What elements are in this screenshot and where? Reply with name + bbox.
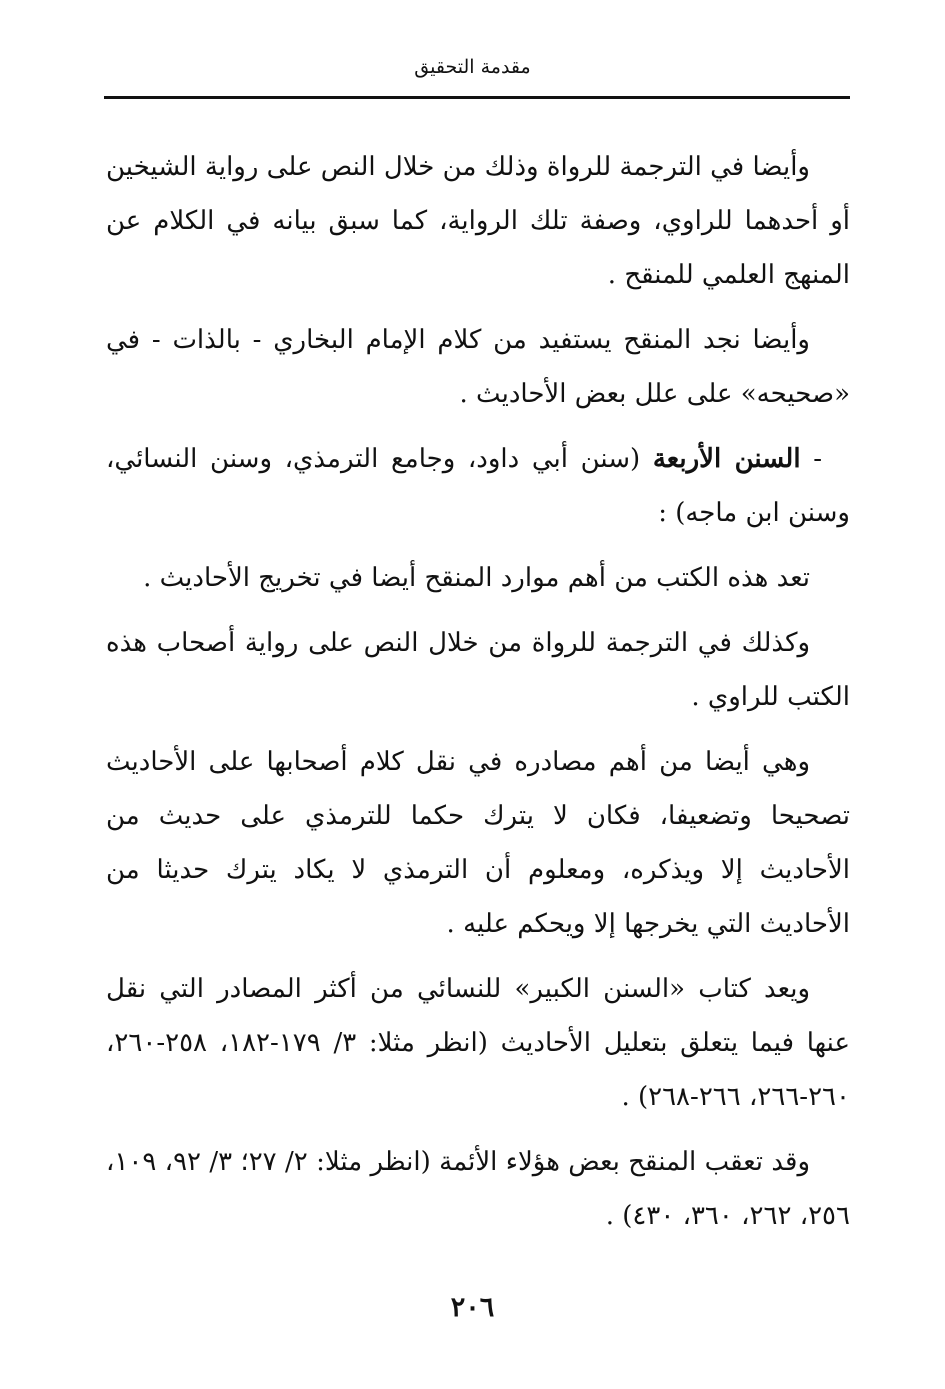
paragraph-7: وقد تعقب المنقح بعض هؤلاء الأئمة (انظر مثلا: ٢/ ٢٧؛ ٣/ ٩٢، ١٠٩، ٢٥٦، ٢٦٢، ٣٦٠، ٤٣٠) .	[106, 1147, 850, 1231]
paragraph-3: تعد هذه الكتب من أهم موارد المنقح أيضا في تخريج الأحاديث .	[143, 563, 810, 593]
page-number: ٢٠٦	[450, 1292, 495, 1323]
header-rule	[104, 96, 850, 99]
running-header: مقدمة التحقيق	[414, 56, 531, 78]
item-heading: السنن الأربعة	[652, 444, 801, 474]
paragraph-2: وأيضا نجد المنقح يستفيد من كلام الإمام البخاري - بالذات - في «صحيحه» على علل بعض الأحاديث .	[106, 325, 850, 409]
list-item-sunan	[106, 432, 850, 540]
paragraph-5: وهي أيضا من أهم مصادره في نقل كلام أصحابها على الأحاديث تصحيحا وتضعيفا، فكان لا يترك حكما للترمذي على حديث من الأحاديث إلا ويذكره، ومعلوم أن الترمذي لا يكاد يترك حديثا من الأحاديث التي يخرجها إلا ويحكم عليه .	[106, 747, 850, 939]
paragraph-4: وكذلك في الترجمة للرواة من خلال النص على رواية أصحاب هذه الكتب للراوي .	[106, 628, 850, 712]
item-text: (سنن أبي داود، وجامع الترمذي، وسنن النسائي، وسنن ابن ماجه) :	[106, 444, 850, 528]
paragraph-6: ويعد كتاب «السنن الكبير» للنسائي من أكثر المصادر التي نقل عنها فيما يتعلق بتعليل الأحاديث (انظر مثلا: ٣/ ١٧٩-١٨٢، ٢٥٨-٢٦٠، ٢٦٠-٢٦٦، ٢٦٦-٢٦٨) .	[106, 974, 851, 1112]
body-text	[106, 140, 850, 1254]
item-dash: -	[800, 444, 822, 474]
paragraph-1: وأيضا في الترجمة للرواة وذلك من خلال النص على رواية الشيخين أو أحدهما للراوي، وصفة تلك الرواية، كما سبق بيانه في الكلام عن المنهج العلمي للمنقح .	[106, 152, 850, 290]
